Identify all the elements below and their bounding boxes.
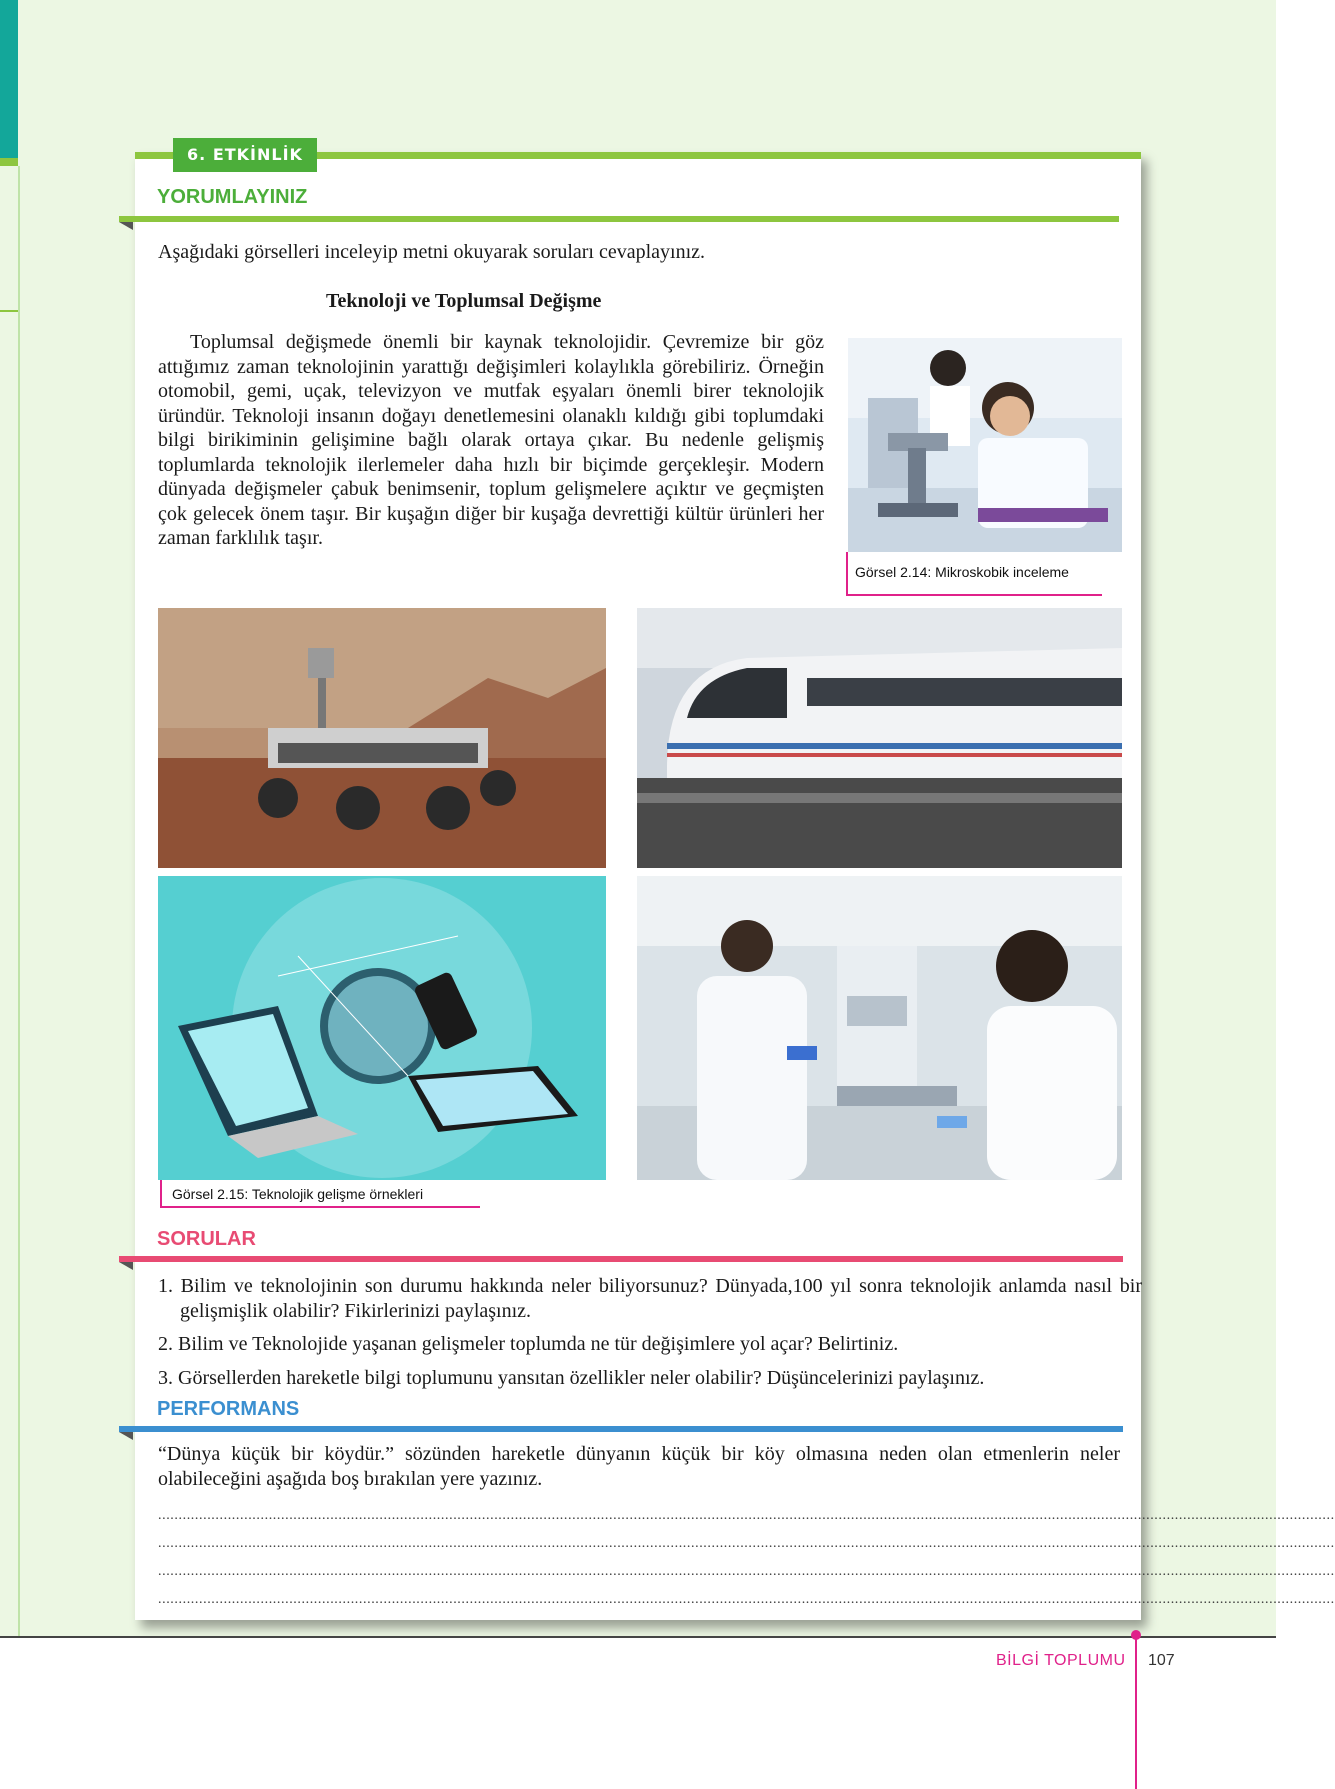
answer-line-1[interactable]: ............................................................................................................................................................................................................................................................................................... <box>158 1508 1335 1523</box>
footer-dot <box>1131 1630 1141 1640</box>
questions-heading: SORULAR <box>157 1228 256 1250</box>
answer-line-4[interactable]: ............................................................................................................................................................................................................................................................................................... <box>158 1592 1335 1607</box>
questions-rule <box>119 1256 1123 1262</box>
devices-photo <box>158 876 606 1180</box>
question-2: 2. Bilim ve Teknolojide yaşanan gelişmeler toplumda ne tür değişimlere yol açar? Belirtiniz. <box>158 1333 899 1355</box>
performance-corner <box>119 1432 133 1440</box>
caption2-line-horizontal <box>160 1206 480 1208</box>
section-interpret-rule <box>119 216 1119 222</box>
left-edge-band <box>0 0 18 158</box>
questions-corner <box>119 1262 133 1270</box>
performance-rule <box>119 1426 1123 1432</box>
caption2-line-vertical <box>160 1180 162 1208</box>
caption-line-horizontal <box>846 594 1102 596</box>
performance-heading: PERFORMANS <box>157 1398 300 1420</box>
microscope-photo <box>848 338 1122 552</box>
microscope-caption: Görsel 2.14: Mikroskobik inceleme <box>855 564 1069 580</box>
footer-vertical-line <box>1135 1636 1137 1789</box>
tech-examples-caption: Görsel 2.15: Teknolojik gelişme örnekleri <box>172 1186 424 1202</box>
main-paragraph: Toplumsal değişmede önemli bir kaynak teknolojidir. Çevremize bir göz attığımız zaman teknolojinin yarattığı değişimleri kolaylıkla görebiliriz. Örneğin otomobil, gemi, uçak, televizyon ve mutfak eşyaları önemli birer teknolojik üründür. Teknoloji insanın doğayı denetlemesini olanaklı kıldığı gibi toplumdaki bilgi birikiminin gelişimine bağlı olarak ortaya çıkar. Bu nedenle gelişmiş toplumlarda teknolojik ilerlemeler daha hızlı bir biçimde gerçekleşir. Modern dünyada değişmeler çabuk benimsenir, toplum gelişmelere açıktır ve geçmişten çok gelecek önem taşır. Bir kuşağın diğer bir kuşağa devrettiği kültür ürünleri her zaman farklılık taşır. <box>158 331 824 549</box>
section-interpret-heading: YORUMLAYINIZ <box>157 186 308 208</box>
lab-photo <box>637 876 1122 1180</box>
left-edge-line <box>18 166 20 1636</box>
section-interpret-corner <box>119 222 133 230</box>
answer-line-2[interactable]: ............................................................................................................................................................................................................................................................................................... <box>158 1536 1335 1551</box>
caption-line-vertical <box>846 552 848 596</box>
train-photo <box>637 608 1122 868</box>
rover-photo <box>158 608 606 868</box>
text-title: Teknoloji ve Toplumsal Değişme <box>326 290 602 312</box>
page-number: 107 <box>1148 1652 1175 1669</box>
footer-rule <box>0 1636 1276 1638</box>
question-3: 3. Görsellerden hareketle bilgi toplumunu yansıtan özellikler neler olabilir? Düşüncelerinizi paylaşınız. <box>158 1367 985 1389</box>
left-edge-tick <box>0 310 18 312</box>
activity-tab: 6. ETKİNLİK <box>173 138 317 172</box>
performance-prompt: “Dünya küçük bir köydür.” sözünden hareketle dünyanın küçük bir köy olmasına neden olan etmenlerin neler olabileceğini aşağıda boş bırakılan yere yazınız. <box>158 1443 1120 1490</box>
instruction-text: Aşağıdaki görselleri inceleyip metni okuyarak soruları cevaplayınız. <box>158 241 706 263</box>
footer-section-name: BİLGİ TOPLUMU <box>996 1652 1126 1669</box>
answer-line-3[interactable]: ............................................................................................................................................................................................................................................................................................... <box>158 1564 1335 1579</box>
question-1: 1. Bilim ve teknolojinin son durumu hakkında neler biliyorsunuz? Dünyada,100 yıl sonra teknolojik anlamda nasıl bir gelişmişlik olabilir? Fikirlerinizi paylaşınız. <box>158 1275 1142 1322</box>
left-edge-accent <box>0 158 18 166</box>
